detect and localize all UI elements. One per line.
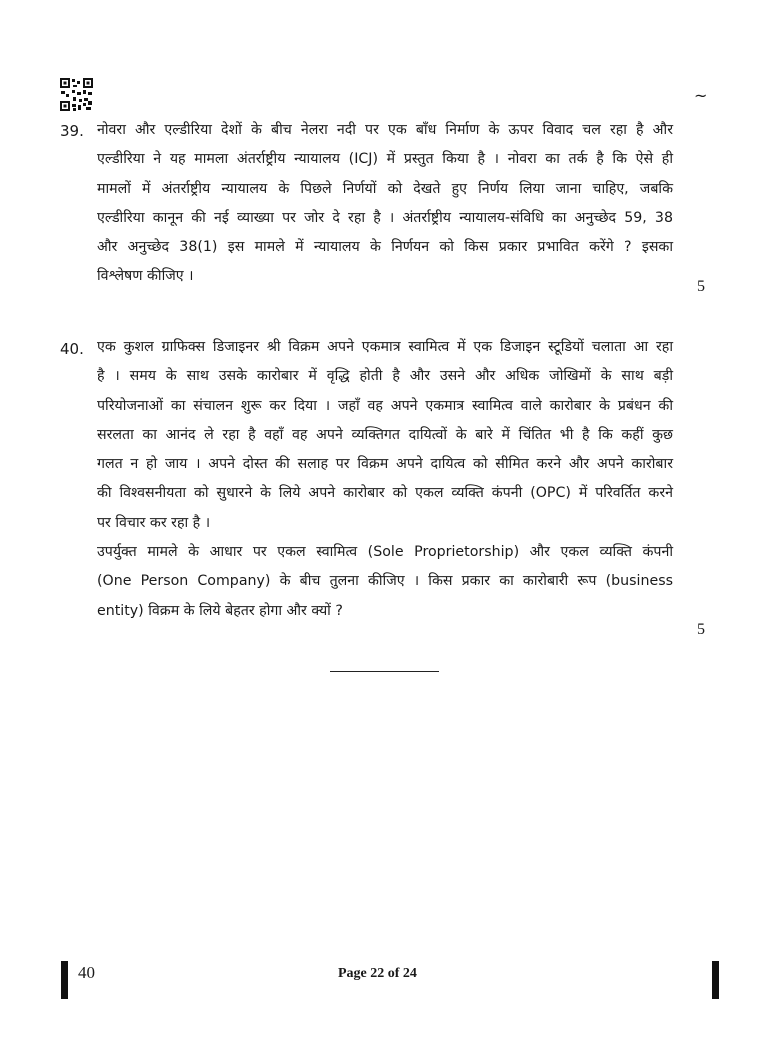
question-line: entity) विक्रम के लिये बेहतर होगा और क्यों ? bbox=[97, 602, 343, 619]
page-number: Page 22 of 24 bbox=[338, 966, 417, 981]
question-line: (One Person Company) के बीच तुलना कीजिए । किस प्रकार का कारोबारी रूप (business bbox=[97, 573, 673, 590]
question-line: एल्डीरिया ने यह मामला अंतर्राष्ट्रीय न्यायालय (ICJ) में प्रस्तुत किया है । नोवरा का तर्क है कि ऐसे ही bbox=[97, 151, 673, 168]
question-line: एक कुशल ग्राफिक्स डिजाइनर श्री विक्रम अपने एकमात्र स्वामित्व में एक डिजाइन स्टूडियों चलाता आ रहा bbox=[97, 339, 673, 355]
qr-code-icon bbox=[60, 78, 93, 111]
corner-mark: ~ bbox=[694, 86, 708, 105]
question-text bbox=[97, 116, 673, 292]
end-divider bbox=[330, 671, 439, 672]
question-text bbox=[97, 333, 673, 626]
question-line: सरलता का आनंद ले रहा है वहाँ वह अपने व्यक्तिगत दायित्वों के बारे में चिंतित भी है कि कहीं कुछ bbox=[97, 426, 673, 443]
question-line: की विश्वसनीयता को सुधारने के लिये अपने कारोबार को एकल व्यक्ति कंपनी (OPC) में परिवर्तित करने bbox=[97, 485, 673, 502]
question-line: उपर्युक्त मामले के आधार पर एकल स्वामित्व (Sole Proprietorship) और एकल व्यक्ति कंपनी bbox=[97, 544, 673, 561]
question-number: 39. bbox=[60, 122, 84, 140]
question-line: परियोजनाओं का संचालन शुरू कर दिया । जहाँ वह अपने एकमात्र स्वामित्व वाले कारोबार के प्रबंधन की bbox=[97, 397, 673, 414]
footer-bar-right bbox=[712, 961, 719, 999]
question-line: एल्डीरिया कानून की नई व्याख्या पर जोर दे रहा है । अंतर्राष्ट्रीय न्यायालय-संविधि का अनुच्छेद 59, 38 bbox=[97, 209, 673, 226]
footer-code: 40 bbox=[78, 963, 95, 982]
question-line: गलत न हो जाय । अपने दोस्त की सलाह पर विक्रम अपने दायित्व को सीमित करने और अपने कारोबार bbox=[97, 456, 673, 473]
question-marks: 5 bbox=[697, 621, 705, 638]
question-line: है । समय के साथ उसके कारोबार में वृद्धि होती है और उसने और अधिक जोखिमों के साथ बड़ी bbox=[97, 368, 673, 385]
question-line: मामलों में अंतर्राष्ट्रीय न्यायालय के पिछले निर्णयों को देखते हुए निर्णय लिया जाना चाहिए, जबकि bbox=[97, 180, 673, 197]
footer-bar-left bbox=[61, 961, 68, 999]
question-number: 40. bbox=[60, 340, 84, 358]
question-marks: 5 bbox=[697, 278, 705, 295]
question-line: नोवरा और एल्डीरिया देशों के बीच नेलरा नदी पर एक बाँध निर्माण के ऊपर विवाद चल रहा है और bbox=[97, 122, 673, 138]
question-line: पर विचार कर रहा है । bbox=[97, 514, 211, 531]
question-line: और अनुच्छेद 38(1) इस मामले में न्यायालय के निर्णयन को किस प्रकार प्रभावित करेंगे ? इसका bbox=[97, 239, 673, 256]
question-line: विश्लेषण कीजिए । bbox=[97, 268, 194, 285]
